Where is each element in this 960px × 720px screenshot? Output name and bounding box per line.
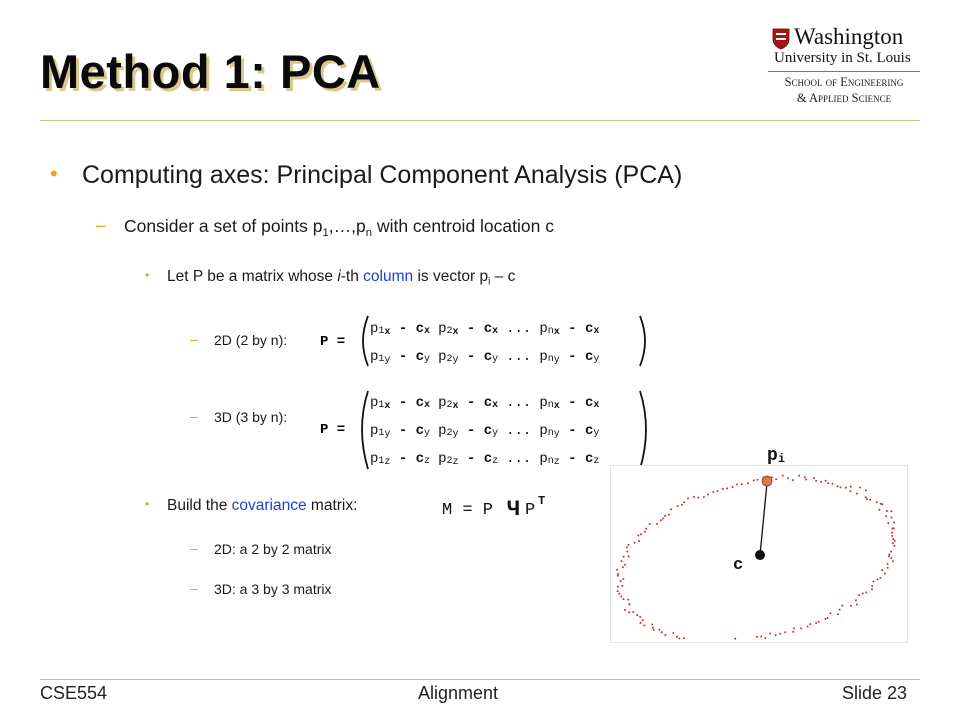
cloud-point	[809, 623, 811, 625]
cloud-point	[855, 599, 857, 601]
covariance-rhs: P	[525, 501, 536, 520]
cloud-point	[841, 605, 843, 607]
cloud-point	[622, 578, 624, 580]
item-2d-covariance-label: 2D: a 2 by 2 matrix	[214, 541, 332, 557]
cloud-point	[678, 638, 680, 640]
footer-slide-number: Slide 23	[842, 683, 908, 703]
covariance-lhs: M = P	[442, 501, 494, 520]
matrix-3d-row-3: p1z - cz p2z - cz ... pnz - cz	[370, 451, 600, 468]
matrix-2d-right-bracket	[640, 316, 645, 366]
cloud-point	[681, 504, 683, 506]
cloud-point	[656, 523, 658, 525]
dash-icon: –	[190, 408, 198, 424]
cloud-point	[837, 613, 839, 615]
cloud-point	[891, 528, 893, 530]
cloud-point	[683, 501, 685, 503]
cloud-point	[876, 501, 878, 503]
cloud-point	[621, 560, 623, 562]
matrix-3d-row-2: p1y - cy p2y - cy ... pny - cy	[370, 423, 600, 440]
logo-school-line2: & Applied Science	[796, 91, 892, 105]
cloud-point	[775, 634, 777, 636]
cloud-point	[856, 493, 858, 495]
centroid-marker	[755, 550, 765, 560]
cloud-point	[862, 593, 864, 595]
cloud-point	[764, 637, 766, 639]
cloud-point	[672, 632, 674, 634]
cloud-point	[760, 636, 762, 638]
logo-university-location: University in St. Louis	[774, 50, 911, 66]
cloud-point	[792, 479, 794, 481]
cloud-point	[651, 623, 653, 625]
cloud-point	[652, 627, 654, 629]
cloud-point	[620, 580, 622, 582]
cloud-point	[670, 508, 672, 510]
dash-icon: –	[190, 331, 198, 347]
cloud-point	[892, 538, 894, 540]
cloud-point	[664, 634, 666, 636]
build-post: matrix:	[306, 497, 358, 514]
cloud-point	[726, 487, 728, 489]
cloud-point	[623, 556, 625, 558]
cloud-point	[885, 515, 887, 517]
bullet-dot-icon: •	[50, 161, 58, 186]
cloud-point	[707, 494, 709, 496]
cloud-point	[839, 609, 841, 611]
cloud-point	[636, 614, 638, 616]
item-3d-covariance-label: 3D: a 3 by 3 matrix	[214, 581, 332, 597]
cloud-point	[845, 487, 847, 489]
logo-university-name: Washington	[794, 24, 904, 49]
cloud-point	[892, 560, 894, 562]
cloud-point	[832, 483, 834, 485]
university-logo	[764, 22, 924, 106]
covariance-sup: T	[538, 494, 546, 508]
cloud-point	[818, 621, 820, 623]
cloud-point	[653, 629, 655, 631]
cloud-point	[850, 605, 852, 607]
cloud-point	[627, 599, 629, 601]
cloud-point	[865, 496, 867, 498]
cloud-point	[782, 475, 784, 477]
cloud-point	[792, 631, 794, 633]
cloud-point	[884, 573, 886, 575]
cloud-point	[784, 631, 786, 633]
cloud-point	[892, 542, 894, 544]
cloud-point	[869, 499, 871, 501]
matrix-2d-left-bracket	[363, 316, 368, 366]
cloud-point	[617, 575, 619, 577]
cloud-point	[866, 498, 868, 500]
point-cloud-canvas	[611, 466, 907, 642]
footer-topic: Alignment	[418, 683, 499, 703]
cloud-point	[891, 532, 893, 534]
cloud-point	[830, 612, 832, 614]
def-italic: i	[337, 268, 341, 285]
cloud-point	[753, 479, 755, 481]
dash-icon: –	[190, 580, 198, 596]
cloud-point	[642, 619, 644, 621]
cloud-point	[639, 616, 641, 618]
def-sub: i	[488, 276, 491, 288]
cloud-point	[775, 478, 777, 480]
cloud-point	[643, 625, 645, 627]
cloud-point	[815, 480, 817, 482]
item-2d-label: 2D (2 by n):	[214, 332, 288, 348]
consider-points-text	[124, 216, 554, 239]
cloud-point	[638, 540, 640, 542]
cloud-point	[624, 564, 626, 566]
cloud-point	[893, 521, 895, 523]
cloud-point	[826, 617, 828, 619]
cloud-point	[645, 528, 647, 530]
cloud-point	[787, 477, 789, 479]
point-cloud-figure	[610, 465, 908, 643]
cloud-point	[676, 636, 678, 638]
matrix-2d-row-2: p1y - cy p2y - cy ... pny - cy	[370, 349, 600, 366]
cloud-point	[661, 631, 663, 633]
cloud-point	[620, 596, 622, 598]
cloud-point	[716, 490, 718, 492]
cloud-point	[888, 555, 890, 557]
cloud-point	[756, 636, 758, 638]
cloud-point	[871, 588, 873, 590]
cloud-point	[856, 604, 858, 606]
cloud-point	[712, 491, 714, 493]
cloud-point	[668, 514, 670, 516]
cloud-point	[894, 540, 896, 542]
cloud-point	[825, 480, 827, 482]
cloud-point	[850, 486, 852, 488]
cloud-point	[617, 586, 619, 588]
cloud-point	[890, 551, 892, 553]
matrix-3d-lhs: P =	[320, 422, 346, 438]
cloud-point	[871, 585, 873, 587]
cloud-point	[877, 578, 879, 580]
cloud-point	[820, 481, 822, 483]
point-pi-label	[765, 440, 805, 468]
cloud-point	[628, 555, 630, 557]
build-highlight: covariance	[231, 497, 307, 514]
cloud-point	[628, 611, 630, 613]
build-pre: Build the	[167, 497, 232, 514]
cloud-point	[878, 509, 880, 511]
cloud-point	[683, 637, 685, 639]
cloud-point	[881, 503, 883, 505]
cloud-point	[837, 485, 839, 487]
cloud-point	[640, 533, 642, 535]
cloud-point	[660, 519, 662, 521]
cloud-point	[741, 483, 743, 485]
cloud-point	[736, 483, 738, 485]
footer-course: CSE554	[40, 683, 108, 703]
cloud-point	[858, 594, 860, 596]
matrix-3d-right-bracket	[640, 391, 646, 469]
cloud-point	[662, 518, 664, 520]
cloud-point	[827, 482, 829, 484]
logo-divider	[768, 71, 920, 72]
cloud-point	[626, 551, 628, 553]
cloud-point	[891, 535, 893, 537]
consider-sub1: 1	[322, 226, 329, 239]
def-tail: – c	[490, 268, 516, 285]
cloud-point	[628, 603, 630, 605]
bullet-dot-icon: •	[145, 268, 150, 282]
cloud-point	[887, 567, 889, 569]
cloud-point	[757, 479, 759, 481]
cloud-point	[881, 569, 883, 571]
cloud-point	[632, 611, 634, 613]
centroid-label: c	[733, 556, 744, 575]
cloud-point	[813, 477, 815, 479]
covariance-formula	[440, 490, 570, 524]
footer-divider	[40, 679, 920, 680]
cloud-point	[722, 488, 724, 490]
matrix-3d	[318, 385, 658, 473]
cloud-point	[815, 622, 817, 624]
matrix-2d	[318, 310, 658, 372]
dash-icon: –	[190, 540, 198, 556]
matrix-2d-row-1: p1x - cx p2x - cx ... pnx - cx	[370, 321, 600, 338]
cloud-point	[628, 544, 630, 546]
cloud-point	[890, 557, 892, 559]
point-pi-label-text: pi	[767, 446, 786, 466]
title-divider	[40, 120, 920, 121]
def-mid: -th	[340, 268, 364, 285]
cloud-point	[677, 505, 679, 507]
cloud-point	[800, 627, 802, 629]
cloud-point	[865, 592, 867, 594]
cloud-point	[624, 609, 626, 611]
cloud-point	[623, 598, 625, 600]
cloud-point	[626, 546, 628, 548]
cloud-point	[769, 633, 771, 635]
cloud-point	[805, 479, 807, 481]
consider-subn: n	[365, 226, 373, 239]
cloud-point	[865, 490, 867, 492]
cloud-point	[887, 522, 889, 524]
cloud-point	[634, 542, 636, 544]
cloud-point	[879, 577, 881, 579]
cloud-point	[616, 569, 618, 571]
cloud-point	[840, 486, 842, 488]
cloud-point	[849, 490, 851, 492]
def-pre: Let P be a matrix whose	[167, 268, 338, 285]
def-post: is vector p	[413, 268, 489, 285]
cloud-point	[637, 535, 639, 537]
cloud-point	[617, 573, 619, 575]
item-3d-label: 3D (3 by n):	[214, 409, 288, 425]
cloud-point	[734, 638, 736, 640]
cloud-point	[747, 482, 749, 484]
cloud-point	[618, 593, 620, 595]
cloud-point	[617, 590, 619, 592]
consider-mid: ,…,p	[328, 216, 366, 236]
cloud-point	[894, 545, 896, 547]
cloud-point	[886, 510, 888, 512]
cloud-point	[622, 566, 624, 568]
consider-pre: Consider a set of points p	[124, 216, 323, 236]
cloud-point	[798, 475, 800, 477]
cloud-point	[732, 486, 734, 488]
cloud-point	[887, 563, 889, 565]
bullet-pca-text: Computing axes: Principal Component Analysis (PCA)	[82, 161, 683, 189]
cloud-point	[658, 629, 660, 631]
logo-school-line1: School of Engineering	[784, 75, 904, 89]
cloud-point	[872, 581, 874, 583]
cloud-point	[779, 633, 781, 635]
covariance-text	[167, 497, 357, 515]
covariance-mid: Ч	[507, 497, 521, 522]
cloud-point	[891, 517, 893, 519]
bullet-dot-icon: •	[145, 497, 150, 511]
matrix-3d-row-1: p1x - cx p2x - cx ... pnx - cx	[370, 395, 600, 412]
cloud-point	[807, 626, 809, 628]
logo-school-name	[764, 74, 924, 106]
cloud-point	[640, 622, 642, 624]
matrix-definition-text	[167, 268, 515, 288]
cloud-point	[890, 510, 892, 512]
cloud-point	[859, 487, 861, 489]
cloud-point	[888, 554, 890, 556]
cloud-point	[621, 585, 623, 587]
cloud-point	[644, 531, 646, 533]
cloud-point	[824, 618, 826, 620]
def-highlight: column	[363, 268, 414, 285]
dash-icon: –	[96, 215, 106, 235]
crest-icon	[772, 28, 790, 50]
slide-title: Method 1: PCA	[40, 45, 381, 98]
cloud-point	[793, 627, 795, 629]
cloud-point	[687, 497, 689, 499]
cloud-point	[664, 515, 666, 517]
cloud-point	[804, 476, 806, 478]
cloud-point	[703, 496, 705, 498]
centroid-to-point-vector	[760, 483, 767, 555]
matrix-2d-lhs: P =	[320, 334, 346, 350]
cloud-point	[697, 497, 699, 499]
cloud-point	[693, 496, 695, 498]
consider-post: with centroid location c	[372, 216, 554, 236]
cloud-point	[649, 523, 651, 525]
matrix-3d-left-bracket	[362, 391, 368, 469]
